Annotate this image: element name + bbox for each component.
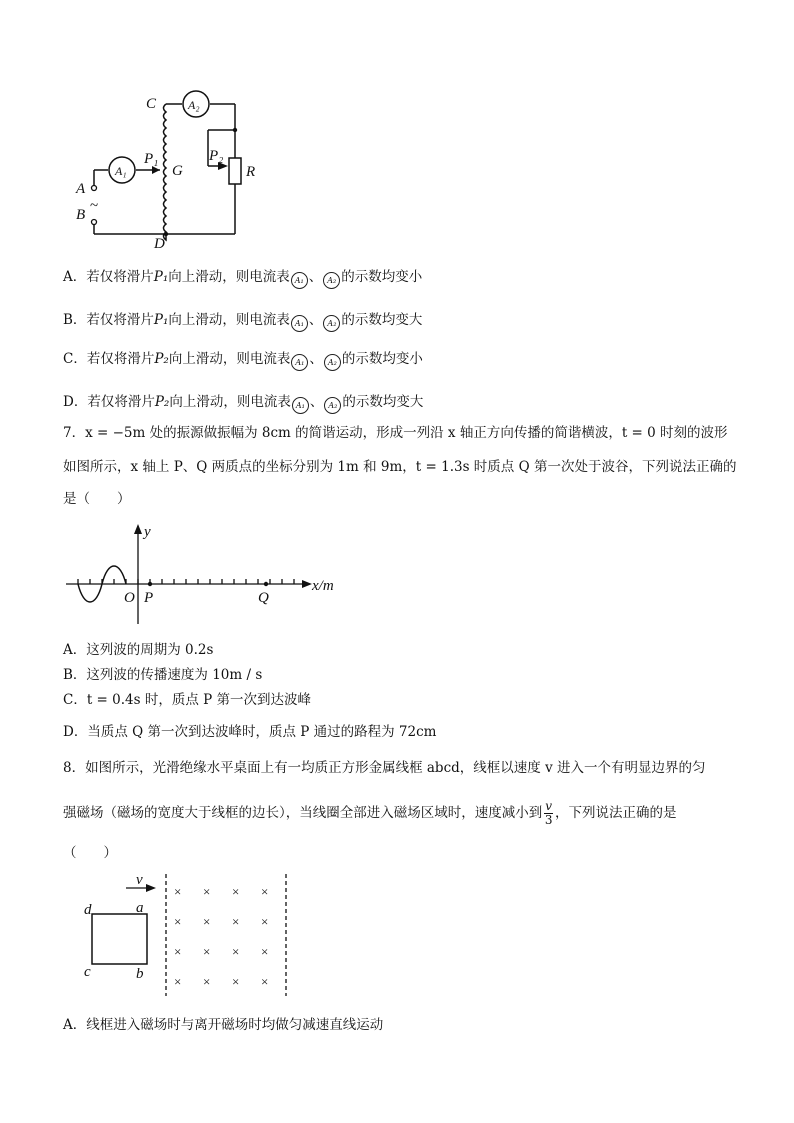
q7-stem-line1: 7．x = −5m 处的振源做振幅为 8cm 的简谐运动，形成一列沿 x 轴正方向传播的简谐横波，t = 0 时刻的波形 — [63, 425, 728, 441]
field-cross-mark: × — [232, 944, 240, 959]
field-cross-mark: × — [174, 974, 182, 989]
label-B: B — [76, 207, 86, 223]
label-R: R — [246, 164, 256, 180]
ammeter-a2-icon: A₂ — [324, 397, 341, 414]
label-P1: P₁ — [144, 151, 159, 167]
ac-symbol: ~ — [90, 198, 99, 214]
wave-graph — [60, 520, 360, 630]
field-cross-mark: × — [174, 914, 182, 929]
ammeter-a2-icon: A₂ — [323, 272, 340, 289]
q6-option-d: D．若仅将滑片P₂向上滑动，则电流表 A₁ 、 A₂ 的示数均变大 — [63, 393, 423, 414]
ammeter-a1-icon: A₁ — [292, 397, 309, 414]
field-cross-mark: × — [261, 944, 269, 959]
q8-stem-line3: （ ） — [63, 845, 117, 861]
label-D: D — [154, 236, 165, 252]
q7-stem-line3: 是（ ） — [63, 491, 131, 507]
q6-option-c: C．若仅将滑片P₂向上滑动，则电流表 A₁ 、 A₂ 的示数均变小 — [63, 350, 423, 371]
ammeter-a1-icon: A₁ — [291, 354, 308, 371]
ammeter-a2-icon: A₂ — [324, 354, 341, 371]
fraction-v-over-3: $\frac{v}{3}$ — [544, 799, 553, 827]
ammeter-a1-icon: A₁ — [291, 315, 308, 332]
q8-stem-line1: 8．如图所示，光滑绝缘水平桌面上有一均质正方形金属线框 abcd，线框以速度 v 进入一个有明显边界的匀 — [63, 760, 706, 776]
field-cross-mark: × — [203, 944, 211, 959]
label-A2: A₂ — [188, 98, 200, 112]
velocity-label: v — [136, 872, 143, 888]
q7-option-c: C．t = 0.4s 时，质点 P 第一次到达波峰 — [63, 692, 312, 708]
field-cross-mark: × — [261, 914, 269, 929]
field-cross-mark: × — [174, 884, 182, 899]
origin-label: O — [124, 590, 135, 606]
ammeter-a2-icon: A₂ — [323, 315, 340, 332]
corner-a-label: a — [136, 900, 144, 916]
label-A1: A₁ — [115, 164, 127, 178]
field-cross-mark: × — [203, 974, 211, 989]
q6-option-b: B．若仅将滑片P₁向上滑动，则电流表 A₁ 、 A₂ 的示数均变大 — [63, 311, 422, 332]
q7-option-d: D．当质点 Q 第一次到达波峰时，质点 P 通过的路程为 72cm — [63, 724, 437, 740]
field-cross-mark: × — [232, 914, 240, 929]
q7-stem-line2: 如图所示，x 轴上 P、Q 两质点的坐标分别为 1m 和 9m，t = 1.3s 时质点 Q 第一次处于波谷，下列说法正确的 — [63, 459, 737, 475]
corner-d-label: d — [84, 902, 92, 918]
axis-y-label: y — [144, 524, 151, 540]
field-cross-mark: × — [261, 884, 269, 899]
label-C: C — [146, 96, 157, 112]
field-cross-mark: × — [203, 884, 211, 899]
point-p-label: P — [144, 590, 154, 606]
field-cross-mark: × — [232, 974, 240, 989]
q6-option-a: A．若仅将滑片P₁向上滑动，则电流表 A₁ 、 A₂ 的示数均变小 — [63, 268, 422, 289]
circuit-diagram — [60, 86, 280, 252]
label-P2: P₂ — [209, 148, 224, 164]
q7-option-b: B．这列波的传播速度为 10m / s — [63, 667, 263, 683]
q8-stem-line2: 强磁场（磁场的宽度大于线框的边长），当线圈全部进入磁场区域时，速度减小到 $\frac{v}{3}$ ，下列说法正确的是 — [63, 799, 677, 827]
label-A: A — [76, 181, 86, 197]
q7-option-a: A．这列波的周期为 0.2s — [63, 642, 214, 658]
axis-x-label: x/m — [312, 578, 334, 594]
q8-option-a: A．线框进入磁场时与离开磁场时均做匀减速直线运动 — [63, 1017, 384, 1033]
corner-c-label: c — [84, 964, 91, 980]
field-cross-mark: × — [261, 974, 269, 989]
point-q-label: Q — [258, 590, 269, 606]
field-cross-mark: × — [203, 914, 211, 929]
magnetic-field-figure — [78, 868, 308, 1000]
corner-b-label: b — [136, 966, 144, 982]
ammeter-a1-icon: A₁ — [291, 272, 308, 289]
label-G: G — [172, 163, 183, 179]
field-cross-mark: × — [232, 884, 240, 899]
field-cross-mark: × — [174, 944, 182, 959]
